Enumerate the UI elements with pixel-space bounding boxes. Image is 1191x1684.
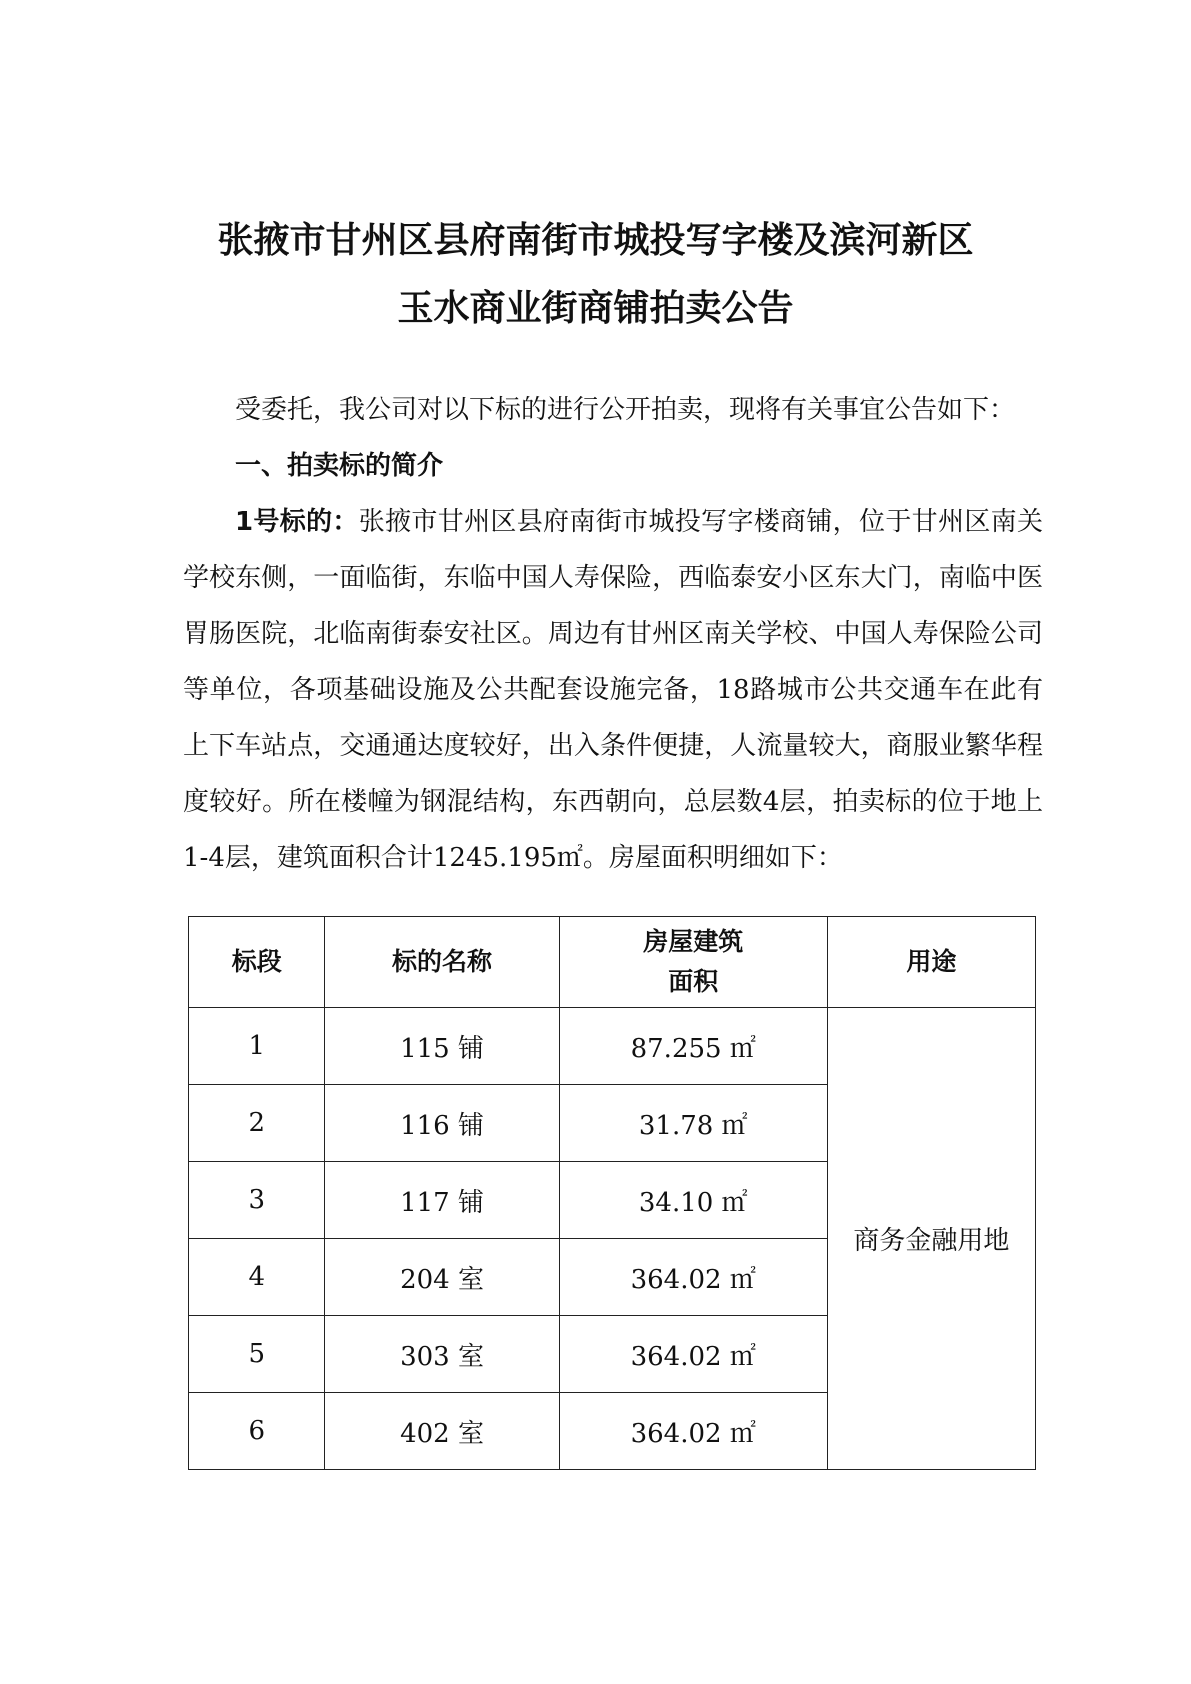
document-title-line-2: 玉水商业街商铺拍卖公告 [397, 288, 794, 329]
cell-area: 364.02 ㎡ [559, 1316, 827, 1393]
cell-name: 116 铺 [325, 1085, 559, 1162]
cell-segment: 5 [189, 1316, 325, 1393]
cell-name: 303 室 [325, 1316, 559, 1393]
cell-area: 34.10 ㎡ [559, 1162, 827, 1239]
lot1-text: 张掖市甘州区县府南街市城投写字楼商铺，位于甘州区南关学校东侧，一面临街，东临中国人寿保险，西临泰安小区东大门，南临中医胃肠医院，北临南街泰安社区。周边有甘州区南关学校、中国人寿保险公司等单位，各项基础设施及公共配套设施完备，18路城市公共交通车在此有上下车站点，交通通达度较好，出入条件便捷，人流量较大，商服业繁华程度较好。所在楼幢为钢混结构，东西朝向，总层数4层，拍卖标的位于地上1-4层，建筑面积合计1245.195㎡。房屋面积明细如下： [183, 507, 1043, 873]
cell-segment: 1 [189, 1008, 325, 1085]
header-area [559, 917, 827, 1008]
header-segment: 标段 [189, 917, 325, 1008]
intro-paragraph: 受委托，我公司对以下标的进行公开拍卖，现将有关事宜公告如下： [235, 395, 1016, 425]
cell-segment: 2 [189, 1085, 325, 1162]
header-usage: 用途 [827, 917, 1035, 1008]
section-heading: 一、拍卖标的简介 [235, 451, 444, 481]
cell-segment: 4 [189, 1239, 325, 1316]
cell-segment: 6 [189, 1393, 325, 1470]
header-area-line-1: 房屋建筑 [643, 927, 744, 956]
cell-name: 204 室 [325, 1239, 559, 1316]
header-area-line-2: 面积 [668, 967, 719, 996]
cell-name: 117 铺 [325, 1162, 559, 1239]
cell-name: 402 室 [325, 1393, 559, 1470]
cell-area: 364.02 ㎡ [559, 1239, 827, 1316]
document-title-line-1: 张掖市甘州区县府南街市城投写字楼及滨河新区 [217, 220, 974, 261]
cell-area: 31.78 ㎡ [559, 1085, 827, 1162]
cell-area: 87.255 ㎡ [559, 1008, 827, 1085]
cell-usage: 商务金融用地 [827, 1008, 1035, 1470]
cell-segment: 3 [189, 1162, 325, 1239]
cell-area: 364.02 ㎡ [559, 1393, 827, 1470]
cell-name: 115 铺 [325, 1008, 559, 1085]
lot1-lead: 1号标的： [235, 507, 359, 537]
header-name: 标的名称 [325, 917, 559, 1008]
lot1-paragraph [183, 494, 1043, 886]
table-row [189, 1008, 1036, 1085]
table-header-row [189, 917, 1036, 1008]
area-detail-table [188, 916, 1036, 1470]
